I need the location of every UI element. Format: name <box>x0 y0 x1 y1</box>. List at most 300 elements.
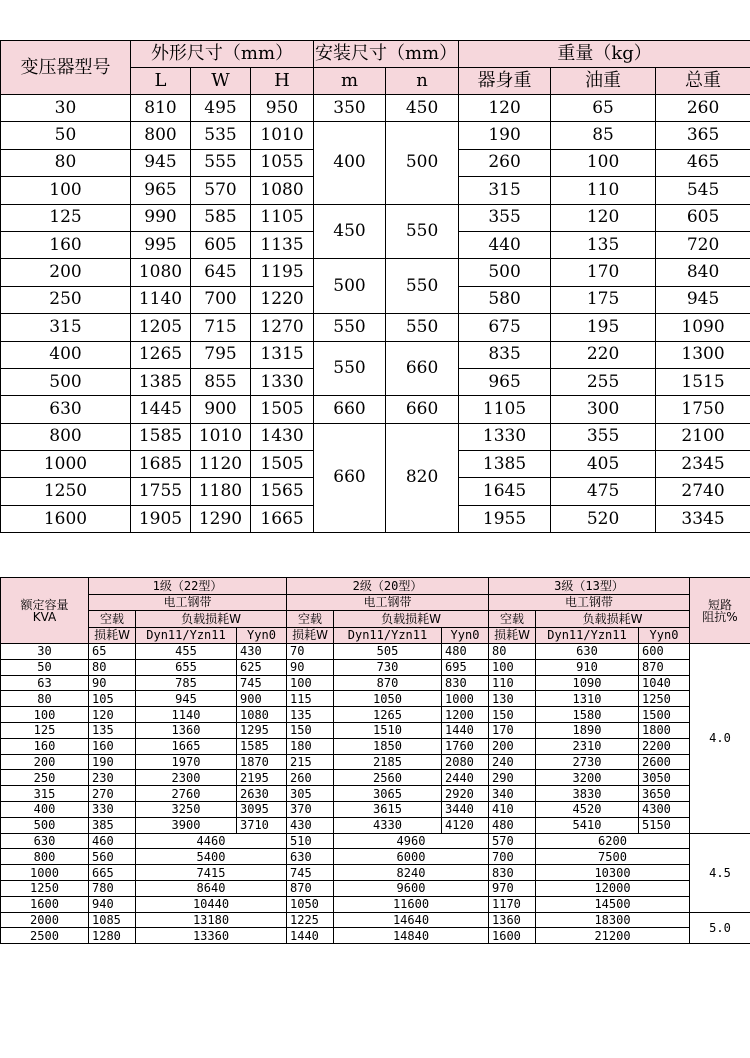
table-row <box>1 259 750 286</box>
cell-noload-3: 700 <box>489 849 536 865</box>
cell-body-weight: 120 <box>459 95 551 122</box>
header-impedance-line1: 短路 <box>707 597 732 612</box>
cell-model: 630 <box>1 396 131 423</box>
cell-kva: 2000 <box>1 912 89 928</box>
cell-dyn-2: 730 <box>334 659 442 675</box>
cell-w: 700 <box>191 286 251 313</box>
table-row <box>1 707 750 723</box>
header-yyn-2: Yyn0 <box>442 627 489 644</box>
cell-yyn-2: 1440 <box>442 722 489 738</box>
header-capacity-label: 额定容量 <box>20 597 69 612</box>
cell-dyn-1: 1665 <box>136 738 237 754</box>
cell-kva: 30 <box>1 644 89 660</box>
cell-body-weight: 315 <box>459 177 551 204</box>
cell-noload-2: 70 <box>287 644 334 660</box>
cell-yyn-2: 830 <box>442 675 489 691</box>
cell-m: 400 <box>314 122 386 204</box>
cell-w: 645 <box>191 259 251 286</box>
cell-body-weight: 1955 <box>459 505 551 532</box>
cell-yyn-3: 1250 <box>639 691 690 707</box>
cell-body-weight: 580 <box>459 286 551 313</box>
header-dyn-2: Dyn11/Yzn11 <box>334 627 442 644</box>
cell-kva: 100 <box>1 707 89 723</box>
cell-noload-1: 190 <box>89 754 136 770</box>
cell-dyn-3: 1580 <box>536 707 639 723</box>
cell-dyn-2: 870 <box>334 675 442 691</box>
cell-oil-weight: 175 <box>551 286 656 313</box>
cell-loadloss-3: 6200 <box>536 833 690 849</box>
cell-loadloss-1: 5400 <box>136 849 287 865</box>
cell-body-weight: 355 <box>459 204 551 231</box>
cell-noload-3: 1600 <box>489 928 536 944</box>
cell-total-weight: 2345 <box>656 451 750 478</box>
cell-noload-3: 80 <box>489 644 536 660</box>
header-loadloss-2: 负载损耗W <box>334 611 489 628</box>
cell-noload-1: 270 <box>89 786 136 802</box>
table-row <box>1 204 750 231</box>
table-row <box>1 770 750 786</box>
cell-dyn-3: 1090 <box>536 675 639 691</box>
header-model: 变压器型号 <box>1 41 131 95</box>
cell-yyn-1: 430 <box>237 644 287 660</box>
cell-yyn-3: 1800 <box>639 722 690 738</box>
cell-yyn-3: 1040 <box>639 675 690 691</box>
cell-loadloss-1: 13180 <box>136 912 287 928</box>
cell-noload-1: 135 <box>89 722 136 738</box>
cell-loadloss-1: 4460 <box>136 833 287 849</box>
cell-loadloss-1: 10440 <box>136 896 287 912</box>
cell-yyn-2: 2920 <box>442 786 489 802</box>
cell-l: 1080 <box>131 259 191 286</box>
header-capacity <box>1 578 89 644</box>
cell-oil-weight: 405 <box>551 451 656 478</box>
cell-dyn-3: 910 <box>536 659 639 675</box>
cell-noload-1: 385 <box>89 817 136 833</box>
cell-loadloss-3: 10300 <box>536 865 690 881</box>
cell-dyn-1: 1360 <box>136 722 237 738</box>
cell-l: 965 <box>131 177 191 204</box>
cell-dyn-2: 2185 <box>334 754 442 770</box>
cell-h: 1315 <box>251 341 314 368</box>
cell-impedance-1: 4.0 <box>690 644 750 834</box>
cell-noload-2: 510 <box>287 833 334 849</box>
cell-dyn-2: 1850 <box>334 738 442 754</box>
cell-loadloss-2: 4960 <box>334 833 489 849</box>
cell-total-weight: 2740 <box>656 478 750 505</box>
cell-dyn-1: 1140 <box>136 707 237 723</box>
cell-yyn-2: 3440 <box>442 801 489 817</box>
cell-model: 1250 <box>1 478 131 505</box>
header-W: W <box>191 68 251 95</box>
cell-h: 1195 <box>251 259 314 286</box>
cell-total-weight: 840 <box>656 259 750 286</box>
cell-yyn-2: 4120 <box>442 817 489 833</box>
cell-noload-2: 150 <box>287 722 334 738</box>
cell-body-weight: 500 <box>459 259 551 286</box>
cell-kva: 630 <box>1 833 89 849</box>
cell-dyn-1: 2760 <box>136 786 237 802</box>
header-noload-unit-1: 损耗W <box>89 627 136 644</box>
cell-yyn-3: 2600 <box>639 754 690 770</box>
header-oil-weight: 油重 <box>551 68 656 95</box>
header-grade-1: 1级（22型） <box>89 578 287 595</box>
cell-noload-1: 120 <box>89 707 136 723</box>
cell-dyn-2: 4330 <box>334 817 442 833</box>
table-row <box>1 675 750 691</box>
cell-oil-weight: 135 <box>551 231 656 258</box>
cell-total-weight: 1300 <box>656 341 750 368</box>
header-steel-3: 电工钢带 <box>489 594 690 611</box>
cell-noload-3: 480 <box>489 817 536 833</box>
cell-kva: 800 <box>1 849 89 865</box>
header-loadloss-1: 负载损耗W <box>136 611 287 628</box>
cell-yyn-1: 1870 <box>237 754 287 770</box>
header-dims: 外形尺寸（mm） <box>131 41 314 68</box>
cell-l: 1755 <box>131 478 191 505</box>
cell-model: 30 <box>1 95 131 122</box>
cell-n: 500 <box>386 122 459 204</box>
table-row <box>1 738 750 754</box>
cell-yyn-3: 3050 <box>639 770 690 786</box>
cell-oil-weight: 355 <box>551 423 656 450</box>
cell-kva: 400 <box>1 801 89 817</box>
cell-impedance-2: 4.5 <box>690 833 750 912</box>
cell-l: 1585 <box>131 423 191 450</box>
header-total-weight: 总重 <box>656 68 750 95</box>
cell-yyn-1: 2195 <box>237 770 287 786</box>
cell-dyn-3: 630 <box>536 644 639 660</box>
cell-yyn-3: 3650 <box>639 786 690 802</box>
cell-noload-3: 410 <box>489 801 536 817</box>
header-noload-unit-3: 损耗W <box>489 627 536 644</box>
cell-noload-3: 570 <box>489 833 536 849</box>
cell-loadloss-2: 11600 <box>334 896 489 912</box>
table-row <box>1 644 750 660</box>
cell-dyn-1: 945 <box>136 691 237 707</box>
cell-m: 550 <box>314 341 386 396</box>
cell-dyn-2: 505 <box>334 644 442 660</box>
table-row <box>1 896 750 912</box>
cell-w: 1120 <box>191 451 251 478</box>
cell-l: 1385 <box>131 368 191 395</box>
cell-dyn-2: 1050 <box>334 691 442 707</box>
cell-noload-1: 105 <box>89 691 136 707</box>
cell-noload-3: 970 <box>489 880 536 896</box>
cell-dyn-2: 2560 <box>334 770 442 786</box>
transformer-dimensions-table <box>0 40 750 533</box>
table-row <box>1 865 750 881</box>
table-row <box>1 817 750 833</box>
cell-noload-1: 460 <box>89 833 136 849</box>
cell-oil-weight: 255 <box>551 368 656 395</box>
cell-h: 1105 <box>251 204 314 231</box>
cell-m: 660 <box>314 423 386 533</box>
cell-model: 200 <box>1 259 131 286</box>
cell-noload-1: 1085 <box>89 912 136 928</box>
cell-noload-3: 1360 <box>489 912 536 928</box>
cell-l: 1140 <box>131 286 191 313</box>
cell-kva: 315 <box>1 786 89 802</box>
cell-h: 1135 <box>251 231 314 258</box>
table-row <box>1 912 750 928</box>
cell-total-weight: 720 <box>656 231 750 258</box>
table-row <box>1 849 750 865</box>
cell-kva: 2500 <box>1 928 89 944</box>
header-capacity-unit: KVA <box>32 609 57 624</box>
cell-noload-2: 305 <box>287 786 334 802</box>
cell-loadloss-2: 14840 <box>334 928 489 944</box>
cell-yyn-2: 2440 <box>442 770 489 786</box>
cell-w: 555 <box>191 149 251 176</box>
cell-kva: 80 <box>1 691 89 707</box>
cell-yyn-3: 870 <box>639 659 690 675</box>
cell-w: 1010 <box>191 423 251 450</box>
cell-l: 1685 <box>131 451 191 478</box>
cell-oil-weight: 100 <box>551 149 656 176</box>
cell-n: 450 <box>386 95 459 122</box>
table-row <box>1 423 750 450</box>
cell-noload-3: 150 <box>489 707 536 723</box>
cell-noload-2: 370 <box>287 801 334 817</box>
cell-noload-2: 430 <box>287 817 334 833</box>
cell-m: 550 <box>314 314 386 341</box>
cell-kva: 50 <box>1 659 89 675</box>
cell-w: 1180 <box>191 478 251 505</box>
header-noload-3: 空载 <box>489 611 536 628</box>
table-row <box>1 722 750 738</box>
header-steel-1: 电工钢带 <box>89 594 287 611</box>
cell-dyn-2: 1510 <box>334 722 442 738</box>
cell-n: 550 <box>386 204 459 259</box>
header-yyn-3: Yyn0 <box>639 627 690 644</box>
cell-h: 1080 <box>251 177 314 204</box>
cell-total-weight: 945 <box>656 286 750 313</box>
header-yyn-1: Yyn0 <box>237 627 287 644</box>
cell-dyn-3: 3200 <box>536 770 639 786</box>
cell-w: 570 <box>191 177 251 204</box>
table-row <box>1 95 750 122</box>
cell-noload-1: 65 <box>89 644 136 660</box>
cell-noload-1: 780 <box>89 880 136 896</box>
cell-noload-2: 260 <box>287 770 334 786</box>
table-row <box>1 341 750 368</box>
cell-l: 945 <box>131 149 191 176</box>
header-L: L <box>131 68 191 95</box>
table-row <box>1 396 750 423</box>
table-row <box>1 801 750 817</box>
cell-noload-3: 340 <box>489 786 536 802</box>
cell-body-weight: 260 <box>459 149 551 176</box>
cell-body-weight: 190 <box>459 122 551 149</box>
cell-yyn-3: 1500 <box>639 707 690 723</box>
cell-yyn-2: 480 <box>442 644 489 660</box>
cell-oil-weight: 110 <box>551 177 656 204</box>
cell-body-weight: 440 <box>459 231 551 258</box>
cell-noload-2: 135 <box>287 707 334 723</box>
cell-model: 160 <box>1 231 131 258</box>
cell-yyn-1: 3710 <box>237 817 287 833</box>
cell-m: 450 <box>314 204 386 259</box>
header-noload-2: 空载 <box>287 611 334 628</box>
cell-l: 1445 <box>131 396 191 423</box>
cell-total-weight: 1750 <box>656 396 750 423</box>
cell-noload-3: 100 <box>489 659 536 675</box>
cell-w: 605 <box>191 231 251 258</box>
cell-model: 250 <box>1 286 131 313</box>
cell-noload-3: 110 <box>489 675 536 691</box>
cell-dyn-1: 1970 <box>136 754 237 770</box>
cell-dyn-3: 3830 <box>536 786 639 802</box>
header-dyn-1: Dyn11/Yzn11 <box>136 627 237 644</box>
cell-n: 550 <box>386 259 459 314</box>
cell-noload-2: 870 <box>287 880 334 896</box>
cell-dyn-2: 3615 <box>334 801 442 817</box>
cell-kva: 500 <box>1 817 89 833</box>
cell-body-weight: 965 <box>459 368 551 395</box>
header-m: m <box>314 68 386 95</box>
cell-noload-3: 170 <box>489 722 536 738</box>
cell-dyn-1: 655 <box>136 659 237 675</box>
cell-total-weight: 3345 <box>656 505 750 532</box>
cell-yyn-3: 600 <box>639 644 690 660</box>
cell-dyn-2: 3065 <box>334 786 442 802</box>
table-row <box>1 314 750 341</box>
cell-w: 1290 <box>191 505 251 532</box>
cell-body-weight: 835 <box>459 341 551 368</box>
cell-body-weight: 1645 <box>459 478 551 505</box>
cell-w: 855 <box>191 368 251 395</box>
cell-loadloss-3: 21200 <box>536 928 690 944</box>
cell-yyn-1: 900 <box>237 691 287 707</box>
cell-yyn-2: 1760 <box>442 738 489 754</box>
cell-l: 990 <box>131 204 191 231</box>
cell-h: 1220 <box>251 286 314 313</box>
cell-loadloss-2: 8240 <box>334 865 489 881</box>
table-row <box>1 928 750 944</box>
cell-dyn-1: 3900 <box>136 817 237 833</box>
header-grade-3: 3级（13型） <box>489 578 690 595</box>
cell-noload-3: 290 <box>489 770 536 786</box>
cell-kva: 1250 <box>1 880 89 896</box>
cell-noload-1: 560 <box>89 849 136 865</box>
header-weight: 重量（kg） <box>459 41 750 68</box>
cell-noload-3: 830 <box>489 865 536 881</box>
cell-total-weight: 1515 <box>656 368 750 395</box>
header-loadloss-3: 负载损耗W <box>536 611 690 628</box>
header-H: H <box>251 68 314 95</box>
cell-impedance-3: 5.0 <box>690 912 750 944</box>
cell-noload-1: 330 <box>89 801 136 817</box>
cell-noload-1: 80 <box>89 659 136 675</box>
cell-n: 660 <box>386 396 459 423</box>
cell-yyn-2: 1000 <box>442 691 489 707</box>
cell-total-weight: 260 <box>656 95 750 122</box>
cell-yyn-1: 1080 <box>237 707 287 723</box>
cell-kva: 1000 <box>1 865 89 881</box>
cell-model: 315 <box>1 314 131 341</box>
cell-noload-2: 90 <box>287 659 334 675</box>
cell-noload-1: 90 <box>89 675 136 691</box>
cell-model: 1000 <box>1 451 131 478</box>
cell-total-weight: 2100 <box>656 423 750 450</box>
cell-m: 660 <box>314 396 386 423</box>
cell-noload-2: 1440 <box>287 928 334 944</box>
cell-l: 1905 <box>131 505 191 532</box>
cell-yyn-1: 1295 <box>237 722 287 738</box>
cell-oil-weight: 120 <box>551 204 656 231</box>
cell-yyn-1: 2630 <box>237 786 287 802</box>
cell-dyn-1: 3250 <box>136 801 237 817</box>
cell-loadloss-1: 7415 <box>136 865 287 881</box>
cell-oil-weight: 195 <box>551 314 656 341</box>
header-impedance-line2: 阻抗% <box>702 609 738 624</box>
cell-m: 500 <box>314 259 386 314</box>
cell-dyn-3: 1890 <box>536 722 639 738</box>
cell-noload-2: 1050 <box>287 896 334 912</box>
cell-loadloss-1: 13360 <box>136 928 287 944</box>
cell-w: 900 <box>191 396 251 423</box>
header-body-weight: 器身重 <box>459 68 551 95</box>
header-install: 安装尺寸（mm） <box>314 41 459 68</box>
cell-noload-3: 200 <box>489 738 536 754</box>
cell-oil-weight: 170 <box>551 259 656 286</box>
cell-l: 1265 <box>131 341 191 368</box>
cell-loadloss-1: 8640 <box>136 880 287 896</box>
cell-n: 660 <box>386 341 459 396</box>
cell-model: 400 <box>1 341 131 368</box>
cell-l: 995 <box>131 231 191 258</box>
cell-yyn-3: 4300 <box>639 801 690 817</box>
cell-model: 50 <box>1 122 131 149</box>
transformer-loss-table <box>0 577 750 944</box>
cell-model: 1600 <box>1 505 131 532</box>
cell-oil-weight: 520 <box>551 505 656 532</box>
cell-model: 125 <box>1 204 131 231</box>
cell-noload-1: 230 <box>89 770 136 786</box>
cell-dyn-3: 4520 <box>536 801 639 817</box>
cell-total-weight: 1090 <box>656 314 750 341</box>
cell-w: 585 <box>191 204 251 231</box>
cell-noload-2: 745 <box>287 865 334 881</box>
table-row <box>1 880 750 896</box>
cell-total-weight: 605 <box>656 204 750 231</box>
cell-loadloss-3: 7500 <box>536 849 690 865</box>
cell-model: 80 <box>1 149 131 176</box>
cell-loadloss-3: 12000 <box>536 880 690 896</box>
cell-oil-weight: 300 <box>551 396 656 423</box>
cell-yyn-2: 1200 <box>442 707 489 723</box>
cell-total-weight: 545 <box>656 177 750 204</box>
cell-yyn-1: 1585 <box>237 738 287 754</box>
cell-noload-3: 130 <box>489 691 536 707</box>
cell-loadloss-2: 14640 <box>334 912 489 928</box>
cell-dyn-2: 1265 <box>334 707 442 723</box>
cell-yyn-2: 2080 <box>442 754 489 770</box>
cell-l: 810 <box>131 95 191 122</box>
cell-w: 795 <box>191 341 251 368</box>
cell-h: 1330 <box>251 368 314 395</box>
table-row <box>1 122 750 149</box>
cell-dyn-3: 2310 <box>536 738 639 754</box>
cell-noload-3: 1170 <box>489 896 536 912</box>
cell-model: 100 <box>1 177 131 204</box>
cell-noload-1: 940 <box>89 896 136 912</box>
cell-total-weight: 365 <box>656 122 750 149</box>
cell-noload-2: 100 <box>287 675 334 691</box>
cell-yyn-1: 3095 <box>237 801 287 817</box>
cell-yyn-3: 2200 <box>639 738 690 754</box>
cell-noload-1: 160 <box>89 738 136 754</box>
